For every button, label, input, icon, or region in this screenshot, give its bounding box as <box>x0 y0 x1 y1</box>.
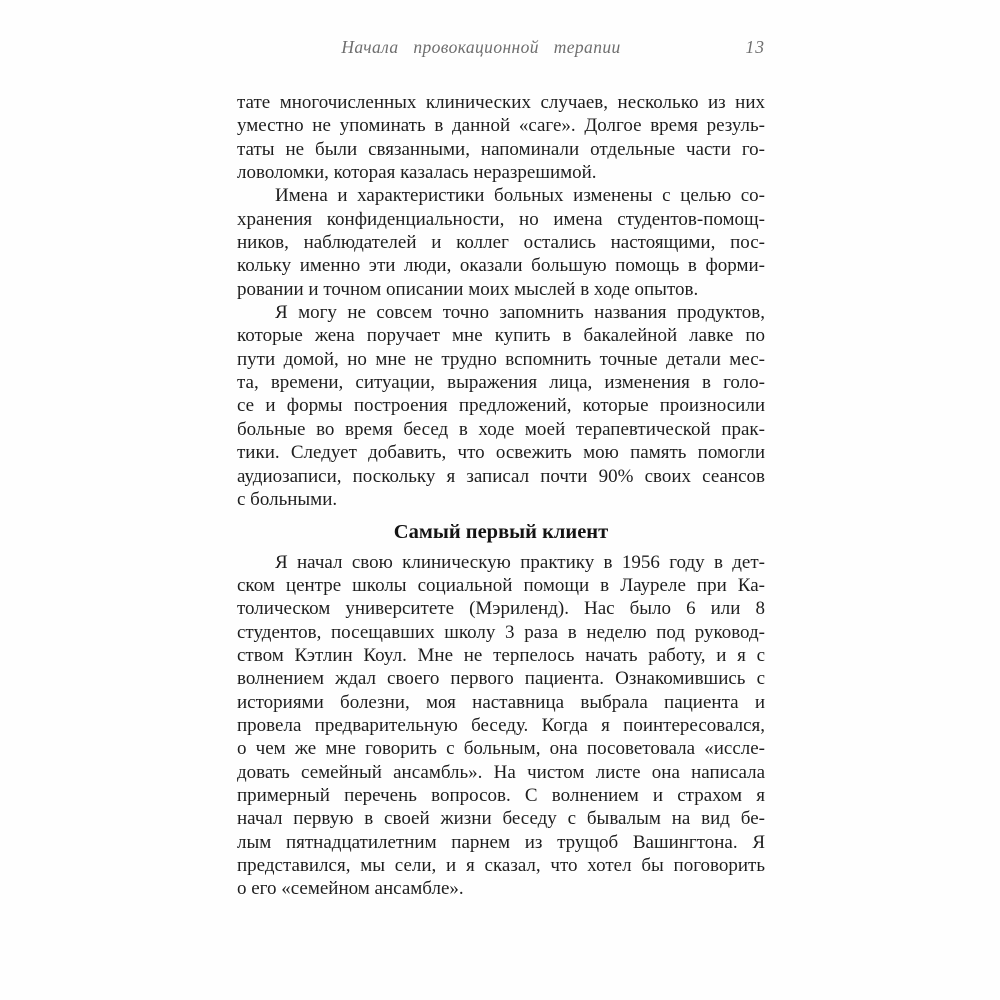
text-line: провела предварительную беседу. Когда я поинтересовался, <box>237 714 765 736</box>
paragraph <box>237 184 765 301</box>
page-number: 13 <box>745 37 765 57</box>
text-line: Имена и характеристики больных изменены с целью со- <box>275 185 765 207</box>
text-line: примерный перечень вопросов. С волнением и страхом я <box>237 784 765 806</box>
text-line: с больными. <box>237 488 338 510</box>
text-line: пути домой, но мне не трудно вспомнить точные детали мес- <box>237 348 765 370</box>
text-line: историями болезни, моя наставница выбрала пациента и <box>237 691 765 713</box>
text-line: лым пятнадцатилетним парнем из трущоб Вашингтона. Я <box>237 831 765 853</box>
text-line: ловоломки, которая казалась неразрешимой. <box>237 162 597 184</box>
text-line: начал первую в своей жизни беседу с бывалым на вид бе- <box>237 808 765 830</box>
page-body <box>237 91 765 901</box>
text-line: Я могу не совсем точно запомнить названия продуктов, <box>275 302 765 324</box>
text-line: ровании и точном описании моих мыслей в ходе опытов. <box>237 278 699 300</box>
running-title: Начала провокационной терапии <box>341 37 621 57</box>
text-line: ников, наблюдателей и коллег остались настоящими, пос- <box>237 232 765 254</box>
text-line: представился, мы сели, и я сказал, что хотел бы поговорить <box>237 855 765 876</box>
text-line: ском центре школы социальной помощи в Лауреле при Ка- <box>237 574 765 596</box>
text-line: о его «семейном ансамбле». <box>237 878 464 900</box>
text-line: та, времени, ситуации, выражения лица, изменения в голо- <box>237 372 765 394</box>
text-line: толическом университете (Мэриленд). Нас было 6 или 8 <box>237 598 765 620</box>
paragraph <box>237 301 765 511</box>
text-line: уместно не упоминать в данной «саге». Долгое время резуль- <box>237 115 765 137</box>
text-line: ством Кэтлин Коул. Мне не терпелось начать работу, и я с <box>237 644 765 666</box>
running-header <box>237 37 765 58</box>
text-line: аудиозаписи, поскольку я записал почти 90% своих сеансов <box>237 465 765 487</box>
text-line: тате многочисленных клинических случаев, несколько из них <box>237 92 765 113</box>
text-line: волнением ждал своего первого пациента. Ознакомившись с <box>237 668 765 690</box>
text-line: студентов, посещавших школу 3 раза в неделю под руковод- <box>237 621 765 643</box>
text-line: тики. Следует добавить, что освежить мою память помогли <box>237 442 765 464</box>
text-line: кольку именно эти люди, оказали большую помощь в форми- <box>237 255 765 277</box>
text-line: о чем же мне говорить с больным, она посоветовала «иссле- <box>237 738 765 760</box>
text-line: довать семейный ансамбль». На чистом листе она написала <box>237 761 765 783</box>
text-line: таты не были связанными, напоминали отдельные части го- <box>237 138 765 160</box>
section-heading: Самый первый клиент <box>393 521 609 544</box>
text-line: больные во время бесед в ходе моей терапевтической прак- <box>237 418 765 440</box>
text-line: хранения конфиденциальности, но имена студентов-помощ- <box>237 208 765 230</box>
text-line: Я начал свою клиническую практику в 1956 году в дет- <box>275 551 765 573</box>
text-line: которые жена поручает мне купить в бакалейной лавке по <box>237 325 765 347</box>
paragraph <box>237 91 765 184</box>
paragraph <box>237 551 765 901</box>
text-line: се и формы построения предложений, которые произносили <box>237 395 765 417</box>
